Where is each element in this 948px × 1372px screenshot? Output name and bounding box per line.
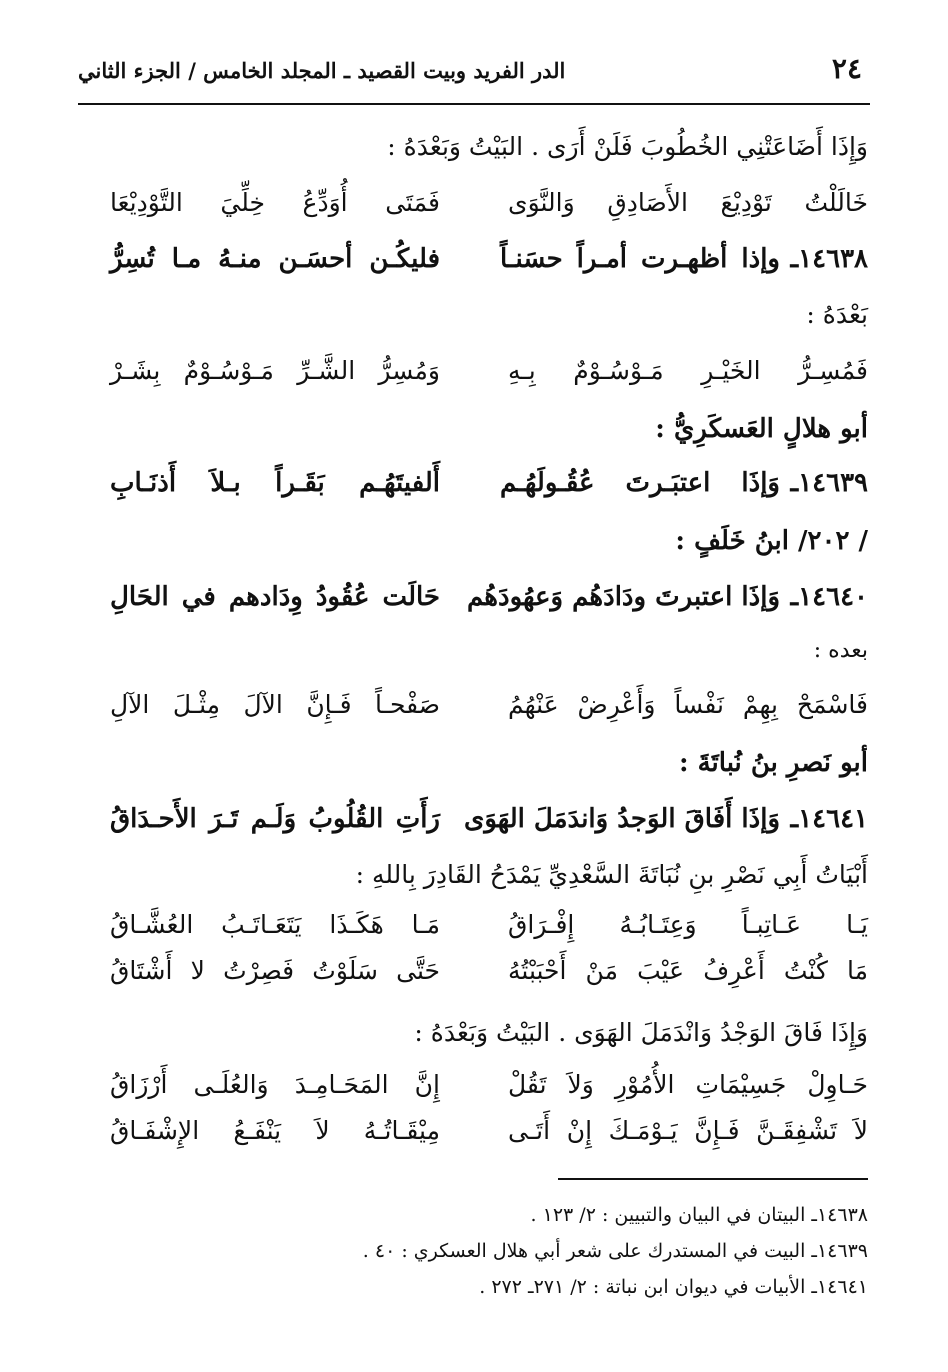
verse-hemistich-first: فَاسْمَحْ بِهِمْ نَفْساً وَأَعْرِضْ عَنْهُمُ: [508, 690, 868, 719]
poet-name: / ٢٠٢/ ابنُ خَلَفٍ :: [675, 526, 868, 556]
verse-numbered: [80, 244, 868, 290]
verse-hemistich-second: حَتَّى سَلَوْتُ فَصِرْتُ لا أَشْتَاقُ: [110, 956, 440, 985]
verse-number: ١٤٦٣٩ـ: [790, 468, 868, 498]
verse: [80, 188, 868, 234]
verse-hemistich-second: مَـا هَكَـذَا يَتَعَـاتَـبُ العُشَّـاقُ: [110, 910, 440, 939]
verse: [80, 1116, 868, 1162]
verse-hemistich-first: وَإذَا أَفَاقَ الوَجدُ وَاندَمَلَ الهَوَى: [463, 804, 780, 834]
page-number: ٢٤: [831, 52, 862, 85]
footnote-rule: [558, 1178, 868, 1180]
verse-numbered: [80, 582, 868, 628]
verse-hemistich-first: فَمُسِـرُّ الخَيْـرِ مَـوْسُـوْمٌ بِـهِ: [508, 356, 868, 385]
verse-hemistich-first: مَا كُنْتُ أَعْرِفُ عَيْبَ مَنْ أَحْبَبْتُهُ: [508, 956, 868, 985]
prose-line: بعده :: [813, 638, 868, 663]
verse: [80, 956, 868, 1002]
verse-hemistich-second: حَالَت عُقُودُ وِدَادهم في الحَالِ: [110, 582, 440, 612]
prose-line: وَإِذَا أَضَاعَتْنِي الخُطُوبَ فَلَنْ أَرَى . البَيْتُ وَبَعْدَهُ :: [387, 132, 868, 161]
verse-hemistich-second: إِنَّ المَحَـامِـدَ وَالعُلَـى أَرْزَاقُ: [110, 1070, 440, 1099]
verse-hemistich-first: وَإذَا اعتبرتَ ودَادَهُم وَعهُودَهُم: [466, 582, 780, 612]
prose-line: أَبْيَاتُ أَبِي نَصْرِ بنِ نُبَاتَةَ السَّعْدِيِّ يَمْدَحُ القَادِرَ بِاللهِ :: [355, 860, 868, 889]
header-rule: [78, 103, 870, 105]
header-title: الدر الفريد وبيت القصيد ـ المجلد الخامس / الجزء الثاني: [78, 58, 566, 83]
verse: [80, 1070, 868, 1116]
verse-hemistich-second: صَفْحـاً فَـإِنَّ الآلَ مِثْـلَ الآلِ: [110, 690, 440, 719]
footnote: ١٤٦٣٨ـ البيتان في البيان والتبيين : ٢/ ١٢٣ .: [530, 1204, 868, 1226]
verse-numbered: [80, 468, 868, 514]
verse-hemistich-second: وَمُسِرُّ الشَّـرِّ مَـوْسُـوْمٌ بِشَـرْ: [110, 356, 440, 385]
verse-hemistich-second: فَمَتَى أُوَدِّعُ خِلِّيَ التَّوْدِيْعَا: [110, 188, 440, 217]
verse-hemistich-first: وَإذَا اعتبَـرتَ عُقُـولَهُـم: [500, 468, 780, 498]
footnote: ١٤٦٤١ـ الأبيات في ديوان ابن نباتة : ٢/ ٢٧١ـ ٢٧٢ .: [479, 1276, 868, 1298]
footnote: ١٤٦٣٩ـ البيت في المستدرك على شعر أبي هلال العسكري : ٤٠ .: [362, 1240, 868, 1262]
poet-name: أبو هلالٍ العَسكَرِيُّ :: [655, 414, 868, 444]
verse-numbered: [80, 804, 868, 850]
verse-hemistich-second: فليكُـن أحسَـن منـهُ مـا تُسِرُّ: [110, 244, 440, 274]
verse-hemistich-second: مِيْقَـاتُـهُ لاَ يَنْفَـعُ الإِشْفَـاقُ: [110, 1116, 440, 1145]
verse-hemistich-first: يَـا عَـاتِبـاً وَعِتَـابُـهُ إِفْـرَاقُ: [508, 910, 868, 939]
poet-name: أبو نَصرِ بنُ نُباتَةَ :: [678, 748, 868, 778]
verse: [80, 690, 868, 736]
verse-hemistich-second: رَأَتِ القُلُوبُ وَلَـم تَـرَ الأَحـدَاقُ: [110, 804, 440, 834]
verse-number: ١٤٦٣٨ـ: [790, 244, 868, 274]
verse-hemistich-first: حَـاوِلْ جَسِيْمَاتِ الأُمُوْرِ وَلاَ تَقُلْ: [508, 1070, 868, 1099]
verse-hemistich-first: وإذا أظهـرت أمـراً حسَنـاً: [500, 244, 780, 274]
verse-number: ١٤٦٤١ـ: [790, 804, 868, 834]
running-header: [78, 52, 868, 98]
verse-hemistich-first: خَالَلْتُ تَوْدِيْعَ الأَصَادِقِ وَالنَّوَى: [508, 188, 868, 217]
verse: [80, 910, 868, 956]
prose-line: بَعْدَهُ :: [806, 300, 868, 329]
prose-line: وَإِذَا فَاقَ الوَجْدُ وَانْدَمَلَ الهَوَى . البَيْتُ وَبَعْدَهُ :: [414, 1018, 868, 1047]
verse-hemistich-second: أَلفيتَهُـم بَقَـراً بـلاَ أَذنَـابِ: [110, 468, 440, 498]
verse-number: ١٤٦٤٠ـ: [790, 582, 868, 612]
verse-hemistich-first: لاَ تَشْفِقَـنَّ فَـإِنَّ يَـوْمَـكَ إِنْ أَتَـى: [508, 1116, 868, 1145]
verse: [80, 356, 868, 402]
